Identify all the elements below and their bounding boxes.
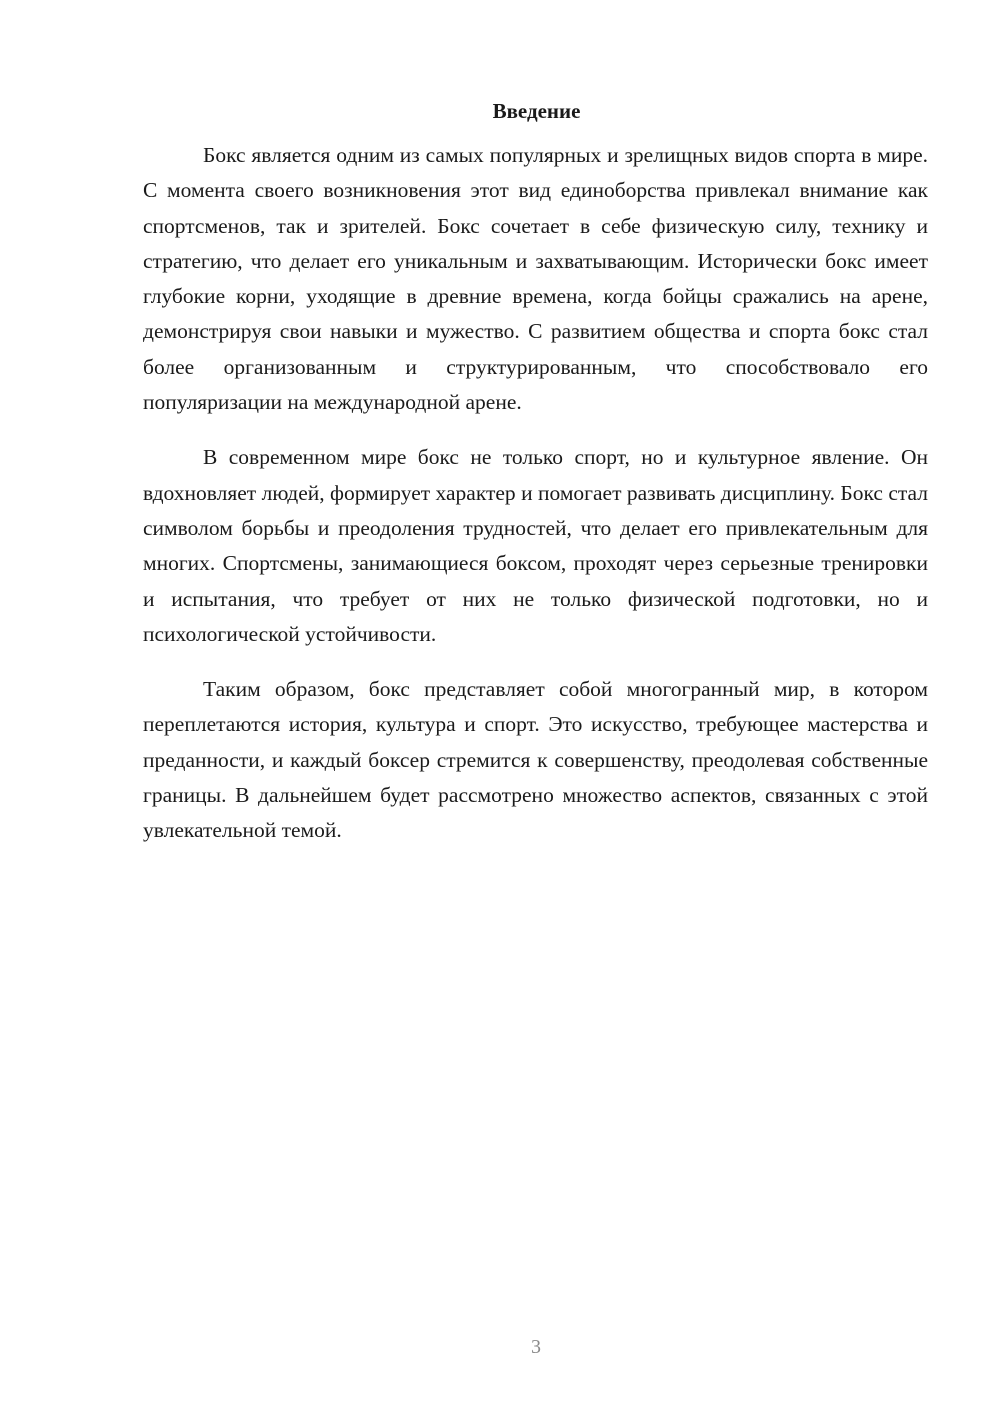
paragraph-3: Таким образом, бокс представляет собой многогранный мир, в котором переплетаются история, культура и спорт. Это искусство, требующее мастерства и преданности, и каждый боксер стремится к совершенству, преодолевая собственные границы. В дальнейшем будет рассмотрено множество аспектов, связанных с этой увлекательной темой.	[143, 677, 928, 843]
paragraph-2: В современном мире бокс не только спорт, но и культурное явление. Он вдохновляет людей, формирует характер и помогает развивать дисциплину. Бокс стал символом борьбы и преодоления трудностей, что делает его привлекательным для многих. Спортсмены, занимающиеся боксом, проходят через серьезные тренировки и испытания, что требует от них не только физической подготовки, но и психологической устойчивости.	[143, 445, 928, 646]
page-content	[143, 96, 928, 849]
section-heading: Введение	[492, 99, 581, 123]
paragraph-1: Бокс является одним из самых популярных и зрелищных видов спорта в мире. С момента своего возникновения этот вид единоборства привлекал внимание как спортсменов, так и зрителей. Бокс сочетает в себе физическую силу, технику и стратегию, что делает его уникальным и захватывающим. Исторически бокс имеет глубокие корни, уходящие в древние времена, когда бойцы сражались на арене, демонстрируя свои навыки и мужество. С развитием общества и спорта бокс стал более организованным и структурированным, что способствовало его популяризации на международной арене.	[143, 143, 928, 415]
page-number: 3	[531, 1336, 541, 1358]
